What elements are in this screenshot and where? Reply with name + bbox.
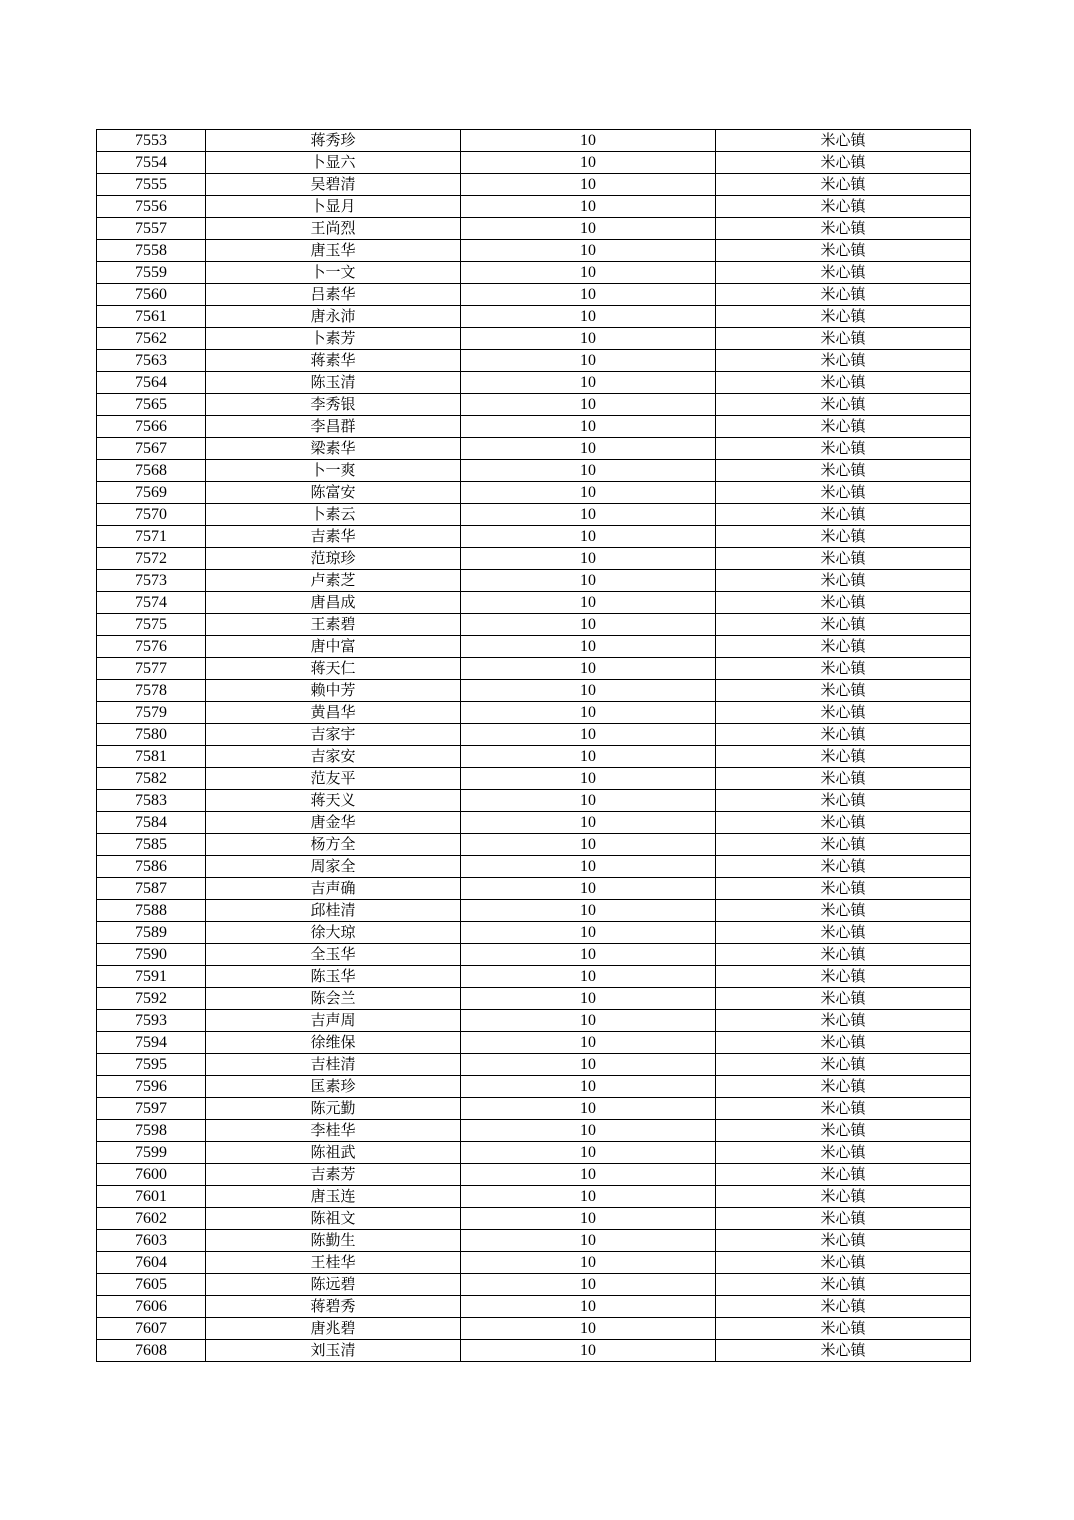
- amount-cell: 10: [461, 394, 716, 416]
- person-name-cell: 陈远碧: [206, 1274, 461, 1296]
- person-name-cell: 杨方全: [206, 834, 461, 856]
- table-row: [97, 922, 971, 944]
- row-number-cell: 7582: [97, 768, 206, 790]
- row-number-cell: 7597: [97, 1098, 206, 1120]
- person-name-cell: 唐中富: [206, 636, 461, 658]
- row-number-cell: 7588: [97, 900, 206, 922]
- row-number-cell: 7569: [97, 482, 206, 504]
- table-row: [97, 1296, 971, 1318]
- row-number-cell: 7598: [97, 1120, 206, 1142]
- table-row: [97, 262, 971, 284]
- person-name-cell: 蒋碧秀: [206, 1296, 461, 1318]
- row-number-cell: 7592: [97, 988, 206, 1010]
- person-name-cell: 周家全: [206, 856, 461, 878]
- table-row: [97, 416, 971, 438]
- table-row: [97, 856, 971, 878]
- person-name-cell: 李秀银: [206, 394, 461, 416]
- row-number-cell: 7572: [97, 548, 206, 570]
- table-row: [97, 152, 971, 174]
- person-name-cell: 李昌群: [206, 416, 461, 438]
- row-number-cell: 7604: [97, 1252, 206, 1274]
- table-row: [97, 1230, 971, 1252]
- row-number-cell: 7589: [97, 922, 206, 944]
- person-name-cell: 黄昌华: [206, 702, 461, 724]
- table-row: [97, 944, 971, 966]
- roster-table-body: [97, 130, 971, 1362]
- row-number-cell: 7591: [97, 966, 206, 988]
- person-name-cell: 卜一文: [206, 262, 461, 284]
- town-cell: 米心镇: [716, 482, 971, 504]
- table-row: [97, 790, 971, 812]
- row-number-cell: 7561: [97, 306, 206, 328]
- amount-cell: 10: [461, 1098, 716, 1120]
- row-number-cell: 7571: [97, 526, 206, 548]
- amount-cell: 10: [461, 482, 716, 504]
- table-row: [97, 240, 971, 262]
- person-name-cell: 王素碧: [206, 614, 461, 636]
- person-name-cell: 唐金华: [206, 812, 461, 834]
- town-cell: 米心镇: [716, 460, 971, 482]
- table-row: [97, 306, 971, 328]
- table-row: [97, 746, 971, 768]
- row-number-cell: 7559: [97, 262, 206, 284]
- table-row: [97, 372, 971, 394]
- person-name-cell: 王桂华: [206, 1252, 461, 1274]
- town-cell: 米心镇: [716, 1032, 971, 1054]
- person-name-cell: 匡素珍: [206, 1076, 461, 1098]
- row-number-cell: 7568: [97, 460, 206, 482]
- table-row: [97, 1032, 971, 1054]
- table-row: [97, 1054, 971, 1076]
- town-cell: 米心镇: [716, 438, 971, 460]
- row-number-cell: 7601: [97, 1186, 206, 1208]
- person-name-cell: 唐玉连: [206, 1186, 461, 1208]
- town-cell: 米心镇: [716, 174, 971, 196]
- table-row: [97, 636, 971, 658]
- town-cell: 米心镇: [716, 636, 971, 658]
- town-cell: 米心镇: [716, 592, 971, 614]
- town-cell: 米心镇: [716, 614, 971, 636]
- amount-cell: 10: [461, 174, 716, 196]
- person-name-cell: 徐维保: [206, 1032, 461, 1054]
- table-row: [97, 592, 971, 614]
- amount-cell: 10: [461, 724, 716, 746]
- town-cell: 米心镇: [716, 394, 971, 416]
- table-row: [97, 284, 971, 306]
- row-number-cell: 7577: [97, 658, 206, 680]
- amount-cell: 10: [461, 1274, 716, 1296]
- amount-cell: 10: [461, 306, 716, 328]
- row-number-cell: 7573: [97, 570, 206, 592]
- person-name-cell: 陈勤生: [206, 1230, 461, 1252]
- row-number-cell: 7607: [97, 1318, 206, 1340]
- town-cell: 米心镇: [716, 1142, 971, 1164]
- person-name-cell: 吉素芳: [206, 1164, 461, 1186]
- town-cell: 米心镇: [716, 1340, 971, 1362]
- person-name-cell: 陈会兰: [206, 988, 461, 1010]
- amount-cell: 10: [461, 658, 716, 680]
- row-number-cell: 7566: [97, 416, 206, 438]
- row-number-cell: 7563: [97, 350, 206, 372]
- amount-cell: 10: [461, 856, 716, 878]
- amount-cell: 10: [461, 900, 716, 922]
- row-number-cell: 7560: [97, 284, 206, 306]
- town-cell: 米心镇: [716, 350, 971, 372]
- row-number-cell: 7553: [97, 130, 206, 152]
- town-cell: 米心镇: [716, 1318, 971, 1340]
- amount-cell: 10: [461, 1054, 716, 1076]
- row-number-cell: 7562: [97, 328, 206, 350]
- table-row: [97, 702, 971, 724]
- table-row: [97, 394, 971, 416]
- row-number-cell: 7587: [97, 878, 206, 900]
- table-row: [97, 548, 971, 570]
- town-cell: 米心镇: [716, 1274, 971, 1296]
- row-number-cell: 7585: [97, 834, 206, 856]
- row-number-cell: 7595: [97, 1054, 206, 1076]
- amount-cell: 10: [461, 1340, 716, 1362]
- town-cell: 米心镇: [716, 680, 971, 702]
- amount-cell: 10: [461, 1010, 716, 1032]
- amount-cell: 10: [461, 548, 716, 570]
- amount-cell: 10: [461, 790, 716, 812]
- row-number-cell: 7578: [97, 680, 206, 702]
- person-name-cell: 李桂华: [206, 1120, 461, 1142]
- town-cell: 米心镇: [716, 768, 971, 790]
- town-cell: 米心镇: [716, 306, 971, 328]
- person-name-cell: 唐昌成: [206, 592, 461, 614]
- row-number-cell: 7580: [97, 724, 206, 746]
- row-number-cell: 7555: [97, 174, 206, 196]
- person-name-cell: 唐兆碧: [206, 1318, 461, 1340]
- row-number-cell: 7554: [97, 152, 206, 174]
- town-cell: 米心镇: [716, 724, 971, 746]
- person-name-cell: 刘玉清: [206, 1340, 461, 1362]
- table-row: [97, 526, 971, 548]
- amount-cell: 10: [461, 636, 716, 658]
- row-number-cell: 7567: [97, 438, 206, 460]
- town-cell: 米心镇: [716, 284, 971, 306]
- town-cell: 米心镇: [716, 196, 971, 218]
- table-row: [97, 724, 971, 746]
- table-row: [97, 1274, 971, 1296]
- person-name-cell: 赖中芳: [206, 680, 461, 702]
- table-row: [97, 328, 971, 350]
- row-number-cell: 7599: [97, 1142, 206, 1164]
- row-number-cell: 7579: [97, 702, 206, 724]
- person-name-cell: 卜素云: [206, 504, 461, 526]
- amount-cell: 10: [461, 1252, 716, 1274]
- row-number-cell: 7608: [97, 1340, 206, 1362]
- table-row: [97, 900, 971, 922]
- amount-cell: 10: [461, 988, 716, 1010]
- row-number-cell: 7586: [97, 856, 206, 878]
- person-name-cell: 卜素芳: [206, 328, 461, 350]
- person-name-cell: 梁素华: [206, 438, 461, 460]
- amount-cell: 10: [461, 614, 716, 636]
- town-cell: 米心镇: [716, 1252, 971, 1274]
- table-row: [97, 196, 971, 218]
- row-number-cell: 7556: [97, 196, 206, 218]
- amount-cell: 10: [461, 1318, 716, 1340]
- row-number-cell: 7581: [97, 746, 206, 768]
- person-name-cell: 陈玉华: [206, 966, 461, 988]
- row-number-cell: 7558: [97, 240, 206, 262]
- person-name-cell: 吉家安: [206, 746, 461, 768]
- town-cell: 米心镇: [716, 1230, 971, 1252]
- amount-cell: 10: [461, 966, 716, 988]
- town-cell: 米心镇: [716, 988, 971, 1010]
- table-row: [97, 482, 971, 504]
- town-cell: 米心镇: [716, 152, 971, 174]
- amount-cell: 10: [461, 372, 716, 394]
- row-number-cell: 7575: [97, 614, 206, 636]
- row-number-cell: 7602: [97, 1208, 206, 1230]
- town-cell: 米心镇: [716, 1076, 971, 1098]
- row-number-cell: 7576: [97, 636, 206, 658]
- town-cell: 米心镇: [716, 1120, 971, 1142]
- town-cell: 米心镇: [716, 1164, 971, 1186]
- row-number-cell: 7565: [97, 394, 206, 416]
- row-number-cell: 7593: [97, 1010, 206, 1032]
- amount-cell: 10: [461, 1164, 716, 1186]
- amount-cell: 10: [461, 746, 716, 768]
- amount-cell: 10: [461, 1208, 716, 1230]
- amount-cell: 10: [461, 328, 716, 350]
- person-name-cell: 吉声确: [206, 878, 461, 900]
- table-row: [97, 988, 971, 1010]
- amount-cell: 10: [461, 1186, 716, 1208]
- amount-cell: 10: [461, 350, 716, 372]
- town-cell: 米心镇: [716, 1208, 971, 1230]
- town-cell: 米心镇: [716, 570, 971, 592]
- person-name-cell: 陈元勤: [206, 1098, 461, 1120]
- person-name-cell: 蒋秀珍: [206, 130, 461, 152]
- row-number-cell: 7557: [97, 218, 206, 240]
- amount-cell: 10: [461, 812, 716, 834]
- table-row: [97, 768, 971, 790]
- person-name-cell: 全玉华: [206, 944, 461, 966]
- amount-cell: 10: [461, 1296, 716, 1318]
- person-name-cell: 蒋素华: [206, 350, 461, 372]
- person-name-cell: 吴碧清: [206, 174, 461, 196]
- table-row: [97, 1208, 971, 1230]
- town-cell: 米心镇: [716, 658, 971, 680]
- town-cell: 米心镇: [716, 1054, 971, 1076]
- table-row: [97, 174, 971, 196]
- table-row: [97, 834, 971, 856]
- table-row: [97, 570, 971, 592]
- amount-cell: 10: [461, 768, 716, 790]
- table-row: [97, 1076, 971, 1098]
- town-cell: 米心镇: [716, 944, 971, 966]
- row-number-cell: 7606: [97, 1296, 206, 1318]
- amount-cell: 10: [461, 218, 716, 240]
- amount-cell: 10: [461, 944, 716, 966]
- amount-cell: 10: [461, 284, 716, 306]
- table-row: [97, 1252, 971, 1274]
- town-cell: 米心镇: [716, 130, 971, 152]
- table-row: [97, 680, 971, 702]
- amount-cell: 10: [461, 130, 716, 152]
- town-cell: 米心镇: [716, 856, 971, 878]
- town-cell: 米心镇: [716, 416, 971, 438]
- town-cell: 米心镇: [716, 526, 971, 548]
- person-name-cell: 唐永沛: [206, 306, 461, 328]
- town-cell: 米心镇: [716, 878, 971, 900]
- table-row: [97, 1098, 971, 1120]
- amount-cell: 10: [461, 878, 716, 900]
- table-row: [97, 1010, 971, 1032]
- town-cell: 米心镇: [716, 746, 971, 768]
- town-cell: 米心镇: [716, 262, 971, 284]
- town-cell: 米心镇: [716, 812, 971, 834]
- person-name-cell: 卜一爽: [206, 460, 461, 482]
- person-name-cell: 陈富安: [206, 482, 461, 504]
- amount-cell: 10: [461, 460, 716, 482]
- row-number-cell: 7584: [97, 812, 206, 834]
- town-cell: 米心镇: [716, 966, 971, 988]
- town-cell: 米心镇: [716, 240, 971, 262]
- person-name-cell: 卜显六: [206, 152, 461, 174]
- amount-cell: 10: [461, 1230, 716, 1252]
- table-row: [97, 438, 971, 460]
- town-cell: 米心镇: [716, 372, 971, 394]
- row-number-cell: 7594: [97, 1032, 206, 1054]
- person-name-cell: 王尚烈: [206, 218, 461, 240]
- table-row: [97, 1142, 971, 1164]
- town-cell: 米心镇: [716, 790, 971, 812]
- row-number-cell: 7583: [97, 790, 206, 812]
- town-cell: 米心镇: [716, 834, 971, 856]
- amount-cell: 10: [461, 702, 716, 724]
- person-name-cell: 吉桂清: [206, 1054, 461, 1076]
- amount-cell: 10: [461, 438, 716, 460]
- row-number-cell: 7596: [97, 1076, 206, 1098]
- amount-cell: 10: [461, 1142, 716, 1164]
- table-row: [97, 504, 971, 526]
- table-row: [97, 460, 971, 482]
- row-number-cell: 7570: [97, 504, 206, 526]
- town-cell: 米心镇: [716, 1296, 971, 1318]
- amount-cell: 10: [461, 922, 716, 944]
- person-name-cell: 吕素华: [206, 284, 461, 306]
- person-name-cell: 卜显月: [206, 196, 461, 218]
- amount-cell: 10: [461, 526, 716, 548]
- row-number-cell: 7574: [97, 592, 206, 614]
- amount-cell: 10: [461, 262, 716, 284]
- person-name-cell: 吉家宇: [206, 724, 461, 746]
- person-name-cell: 陈祖武: [206, 1142, 461, 1164]
- table-row: [97, 1120, 971, 1142]
- amount-cell: 10: [461, 504, 716, 526]
- person-name-cell: 蒋天义: [206, 790, 461, 812]
- town-cell: 米心镇: [716, 702, 971, 724]
- town-cell: 米心镇: [716, 328, 971, 350]
- person-name-cell: 吉素华: [206, 526, 461, 548]
- person-name-cell: 陈祖文: [206, 1208, 461, 1230]
- amount-cell: 10: [461, 152, 716, 174]
- table-row: [97, 218, 971, 240]
- amount-cell: 10: [461, 1032, 716, 1054]
- table-row: [97, 350, 971, 372]
- person-name-cell: 范琼珍: [206, 548, 461, 570]
- amount-cell: 10: [461, 680, 716, 702]
- town-cell: 米心镇: [716, 218, 971, 240]
- town-cell: 米心镇: [716, 504, 971, 526]
- roster-table: [96, 129, 971, 1362]
- row-number-cell: 7564: [97, 372, 206, 394]
- person-name-cell: 徐大琼: [206, 922, 461, 944]
- amount-cell: 10: [461, 240, 716, 262]
- person-name-cell: 邱桂清: [206, 900, 461, 922]
- town-cell: 米心镇: [716, 548, 971, 570]
- town-cell: 米心镇: [716, 922, 971, 944]
- row-number-cell: 7603: [97, 1230, 206, 1252]
- table-row: [97, 1340, 971, 1362]
- table-row: [97, 1318, 971, 1340]
- town-cell: 米心镇: [716, 1098, 971, 1120]
- row-number-cell: 7600: [97, 1164, 206, 1186]
- person-name-cell: 唐玉华: [206, 240, 461, 262]
- amount-cell: 10: [461, 196, 716, 218]
- row-number-cell: 7590: [97, 944, 206, 966]
- amount-cell: 10: [461, 592, 716, 614]
- table-row: [97, 1186, 971, 1208]
- amount-cell: 10: [461, 570, 716, 592]
- amount-cell: 10: [461, 1076, 716, 1098]
- amount-cell: 10: [461, 834, 716, 856]
- table-row: [97, 614, 971, 636]
- person-name-cell: 吉声周: [206, 1010, 461, 1032]
- person-name-cell: 卢素芝: [206, 570, 461, 592]
- row-number-cell: 7605: [97, 1274, 206, 1296]
- table-row: [97, 966, 971, 988]
- table-row: [97, 1164, 971, 1186]
- town-cell: 米心镇: [716, 900, 971, 922]
- town-cell: 米心镇: [716, 1010, 971, 1032]
- table-row: [97, 812, 971, 834]
- person-name-cell: 蒋天仁: [206, 658, 461, 680]
- person-name-cell: 范友平: [206, 768, 461, 790]
- table-row: [97, 878, 971, 900]
- amount-cell: 10: [461, 416, 716, 438]
- table-row: [97, 658, 971, 680]
- person-name-cell: 陈玉清: [206, 372, 461, 394]
- table-row: [97, 130, 971, 152]
- amount-cell: 10: [461, 1120, 716, 1142]
- town-cell: 米心镇: [716, 1186, 971, 1208]
